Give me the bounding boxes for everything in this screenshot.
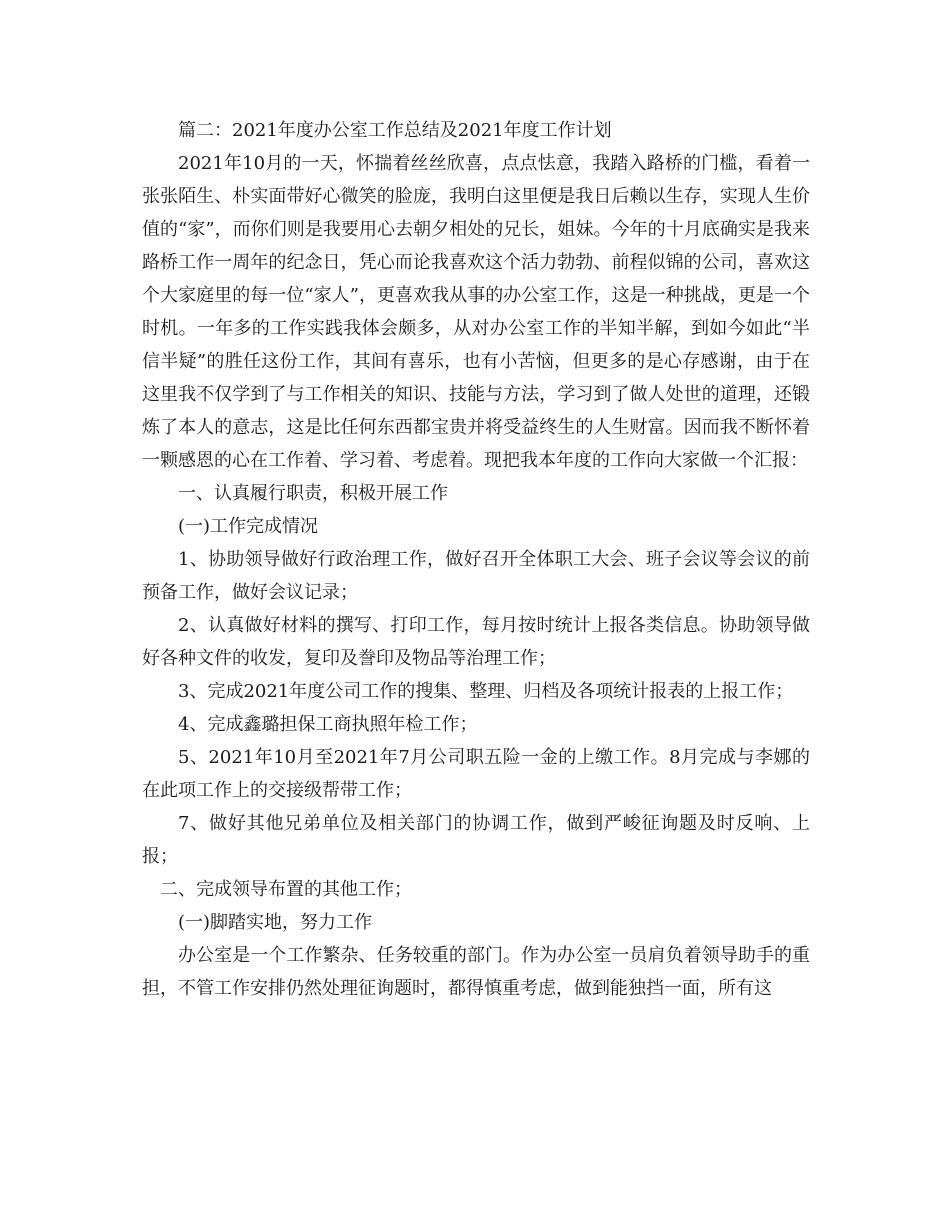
list-item: 1、协助领导做好行政治理工作，做好召开全体职工大会、班子会议等会议的前预备工作，做好会议记录； [142,549,810,603]
section-heading-1: 一、认真履行职责，积极开展工作 [178,483,448,504]
list-item: 3、完成2021年度公司工作的搜集、整理、归档及各项统计报表的上报工作； [178,681,794,702]
paragraph-body: 办公室是一个工作繁杂、任务较重的部门。作为办公室一员肩负着领导助手的重担，不管工作安排仍然处理征询题时，都得慎重考虑，做到能独挡一面，所有这 [142,945,810,999]
document-body [142,114,810,1005]
subsection-heading-1: (一)工作完成情况 [178,516,319,537]
document-title: 篇二：2021年度办公室工作总结及2021年度工作计划 [178,120,612,141]
list-item: 4、完成鑫璐担保工商执照年检工作； [178,714,478,735]
subsection-heading-2: (一)脚踏实地，努力工作 [178,912,373,933]
list-item: 5、2021年10月至2021年7月公司职五险一金的上缴工作。8月完成与李娜的在此项工作上的交接级帮带工作； [142,747,810,801]
paragraph-intro: 2021年10月的一天，怀揣着丝丝欣喜，点点怯意，我踏入路桥的门槛，看着一张张陌生、朴实面带好心微笑的脸庞，我明白这里便是我日后赖以生存，实现人生价值的“家”，而你们则是我要用心去朝夕相处的兄长，姐妹。今年的十月底确实是我来路桥工作一周年的纪念日，凭心而论我喜欢这个活力勃勃、前程似锦的公司，喜欢这个大家庭里的每一位“家人”，更喜欢我从事的办公室工作，这是一种挑战，更是一个时机。一年多的工作实践我体会颇多，从对办公室工作的半知半解，到如今如此“半信半疑”的胜任这份工作，其间有喜乐，也有小苦恼，但更多的是心存感谢，由于在这里我不仅学到了与工作相关的知识、技能与方法，学习到了做人处世的道理，还锻炼了本人的意志，这是比任何东西都宝贵并将受益终生的人生财富。因而我不断怀着一颗感恩的心在工作着、学习着、考虑着。现把我本年度的工作向大家做一个汇报： [142,153,810,471]
section-heading-2: 二、完成领导布置的其他工作； [160,879,412,900]
list-item: 7、做好其他兄弟单位及相关部门的协调工作，做到严峻征询题及时反响、上报； [142,813,810,867]
list-item: 2、认真做好材料的撰写、打印工作，每月按时统计上报各类信息。协助领导做好各种文件的收发，复印及誊印及物品等治理工作； [142,615,810,669]
